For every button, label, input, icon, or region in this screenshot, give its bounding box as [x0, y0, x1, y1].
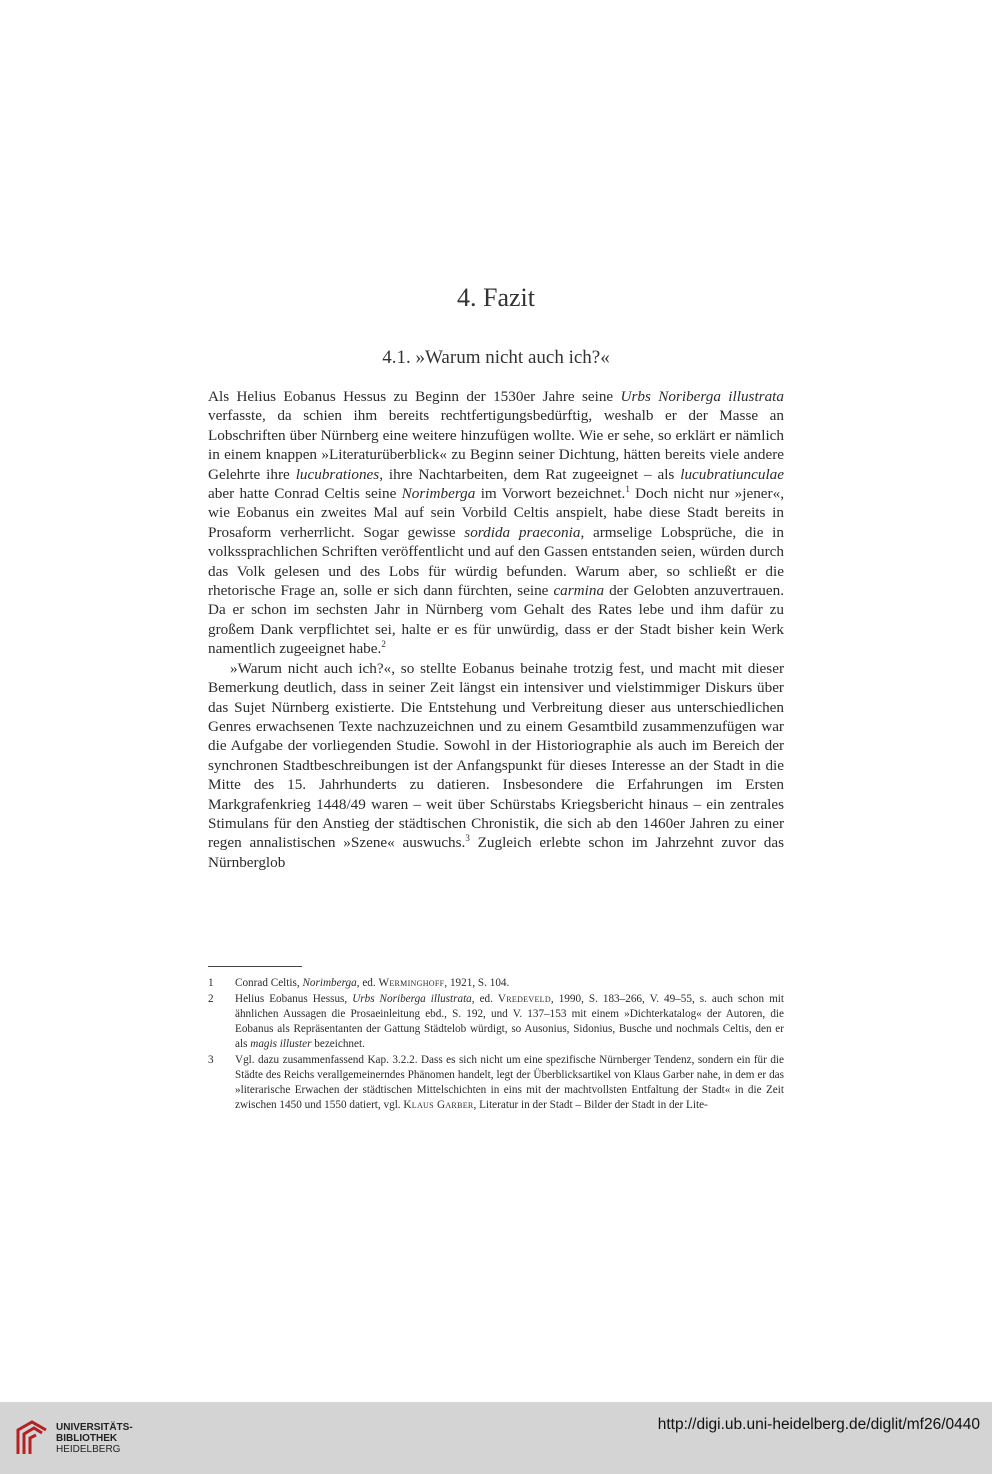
page-url-link[interactable]: http://digi.ub.uni-heidelberg.de/diglit/mf26/0440	[657, 1416, 980, 1433]
footnote-text	[235, 992, 784, 1052]
footnote-ref: 2	[381, 639, 386, 650]
footnotes	[208, 976, 784, 1114]
author-name: Werminghoff	[378, 977, 445, 989]
body-text	[208, 387, 784, 872]
footnote-1	[208, 976, 784, 991]
footnote-3	[208, 1053, 784, 1113]
footnote-text	[235, 976, 784, 991]
chapter-title: 4. Fazit	[457, 283, 535, 312]
italic-term: magis illuster	[250, 1038, 312, 1050]
text-run: Zugleich erlebte schon im Jahrzehnt zuvor das Nürnberglob	[208, 834, 784, 871]
text-run: , ed.	[471, 993, 498, 1005]
text-run: Doch nicht nur »jener«, wie Eobanus ein zweites Mal auf sein Vorbild Celtis anspielt, habe diese Stadt bereits in Prosaform verherrlicht. Sogar gewisse	[208, 485, 784, 541]
footer-bar	[0, 1402, 992, 1474]
footnote-number: 3	[208, 1054, 214, 1066]
italic-title: Norimberga	[401, 485, 476, 503]
footnote-divider	[208, 966, 302, 967]
text-run: aber hatte Conrad Celtis seine	[208, 485, 402, 503]
italic-term: lucubratiunculae	[680, 465, 784, 483]
text-run: verfasste, da schien ihm bereits rechtfertigungsbedürftig, weshalb er der Masse an Lobschriften über Nürnberg eine weitere hinzufügen wollte. Wie er sehe, so erklärt er nämlich in einem knappen »Literaturüberblick« zu Beginn seiner Dichtung, hätten bereits viele andere Gelehrte ihre	[208, 407, 784, 483]
text-run: Als Helius Eobanus Hessus zu Beginn der 1530er Jahre seine	[208, 388, 621, 405]
footnote-number: 2	[208, 993, 214, 1005]
footnote-2	[208, 992, 784, 1052]
section-title: 4.1. »Warum nicht auch ich?«	[382, 347, 610, 368]
italic-title: Urbs Noriberga illustrata	[352, 993, 472, 1005]
text-run: bezeichnet.	[311, 1038, 365, 1050]
text-run: »Warum nicht auch ich?«, so stellte Eobanus beinahe trotzig fest, und macht mit dieser Bemerkung deutlich, dass in seiner Zeit längst ein intensiver und vielstimmiger Diskurs über das Sujet Nürnberg existierte. Die Entstehung und Verbreitung dieser aus unterschiedlichen Genres erwachsenen Texte nachzuzeichnen und zu einem Gesamtbild zusammenzufügen war die Aufgabe der vorliegenden Studie. Sowohl in der Historiographie als auch im Bereich der synchronen Stadtbeschreibungen ist der Anfangspunkt für dieses Interesse an der Stadt in die Mitte des 15. Jahrhunderts zu datieren. Insbesondere die Erfahrungen im Ersten Markgrafenkrieg 1448/49 waren – weit über Schürstabs Kriegsbericht hinaus – ein zentrales Stimulans für den Anstieg der städtischen Chronistik, die sich ab den 1460er Jahren zu einer regen annalistischen »Szene« auswuchs.	[208, 659, 784, 852]
logo-line: HEIDELBERG	[56, 1444, 121, 1455]
text-run: , ed.	[356, 977, 379, 989]
text-run: , ihre Nachtarbeiten, dem Rat zugeeignet – als	[379, 465, 681, 483]
text-run: , 1990, S. 183–266, V. 49–55, s. auch schon mit ähnlichen Aussagen die Prosaeinleitung ebd., S. 192, und V. 137–153 mit einem »Dichterkatalog« der Autoren, die Eobanus als Repräsentanten der Gattung Städtelob würdigt, so Ausonius, Sidonius, Busche und nochmals Celtis, den er als	[235, 993, 784, 1050]
text-run: im Vorwort bezeichnet.	[475, 485, 626, 503]
italic-term: lucubrationes	[295, 465, 380, 483]
text-run: Vgl. dazu zusammenfassend Kap. 3.2.2. Dass es sich nicht um eine spezifische Nürnberger Tendenz, sondern ein für die Städte des Reichs verallgemeinerndes Phänomen handelt, legt der Überblicksartikel von Klaus Garber nahe, in dem er das »literarische Erwachen der städtischen Mittelschichten in eins mit der machtvollsten Entfaltung der Stadt« in die Zeit zwischen 1450 und 1550 datiert, vgl.	[235, 1054, 784, 1111]
logo-line: UNIVERSITÄTS-	[56, 1422, 133, 1433]
italic-term: sordida praeconia	[464, 523, 581, 541]
footnote-text	[235, 1053, 784, 1113]
library-logo-icon	[12, 1416, 52, 1460]
italic-title: Norimberga	[302, 977, 357, 989]
paragraph-1	[208, 387, 784, 659]
italic-title: Urbs Noriberga illustrata	[620, 388, 784, 405]
paragraph-2	[208, 659, 784, 872]
text-run: , Literatur in der Stadt – Bilder der Stadt in der Lite-	[473, 1099, 708, 1111]
footnote-ref: 3	[465, 833, 470, 844]
library-logo-text	[56, 1422, 133, 1455]
text-run: der Gelobten anzuvertrauen. Da er schon im sechsten Jahr in Nürnberg vom Gehalt des Rates lebe und ihm dafür zu großem Dank verpflichtet sei, halte er es für unwürdig, dass er der Stadt bisher kein Werk namentlich zugeeignet habe.	[208, 582, 784, 658]
italic-term: carmina	[553, 582, 605, 600]
footnote-number: 1	[208, 977, 214, 989]
footnote-ref: 1	[625, 484, 630, 495]
text-run: Conrad Celtis,	[235, 977, 303, 989]
text-run: Helius Eobanus Hessus,	[235, 993, 353, 1005]
text-run: , armselige Lobsprüche, die in volkssprachlichen Schriften veröffentlicht und auf den Gassen entstanden seien, würden durch das Volk gelesen und des Lobs für würdig befunden. Warum aber, so schließt er die rhetorische Frage an, solle er sich dann fürchten, seine	[208, 523, 784, 600]
text-run: , 1921, S. 104.	[444, 977, 510, 989]
author-name: Vredeveld	[497, 993, 551, 1005]
logo-line: BIBLIOTHEK	[56, 1433, 118, 1444]
library-logo[interactable]	[12, 1416, 132, 1460]
author-name: Klaus Garber	[403, 1099, 474, 1111]
